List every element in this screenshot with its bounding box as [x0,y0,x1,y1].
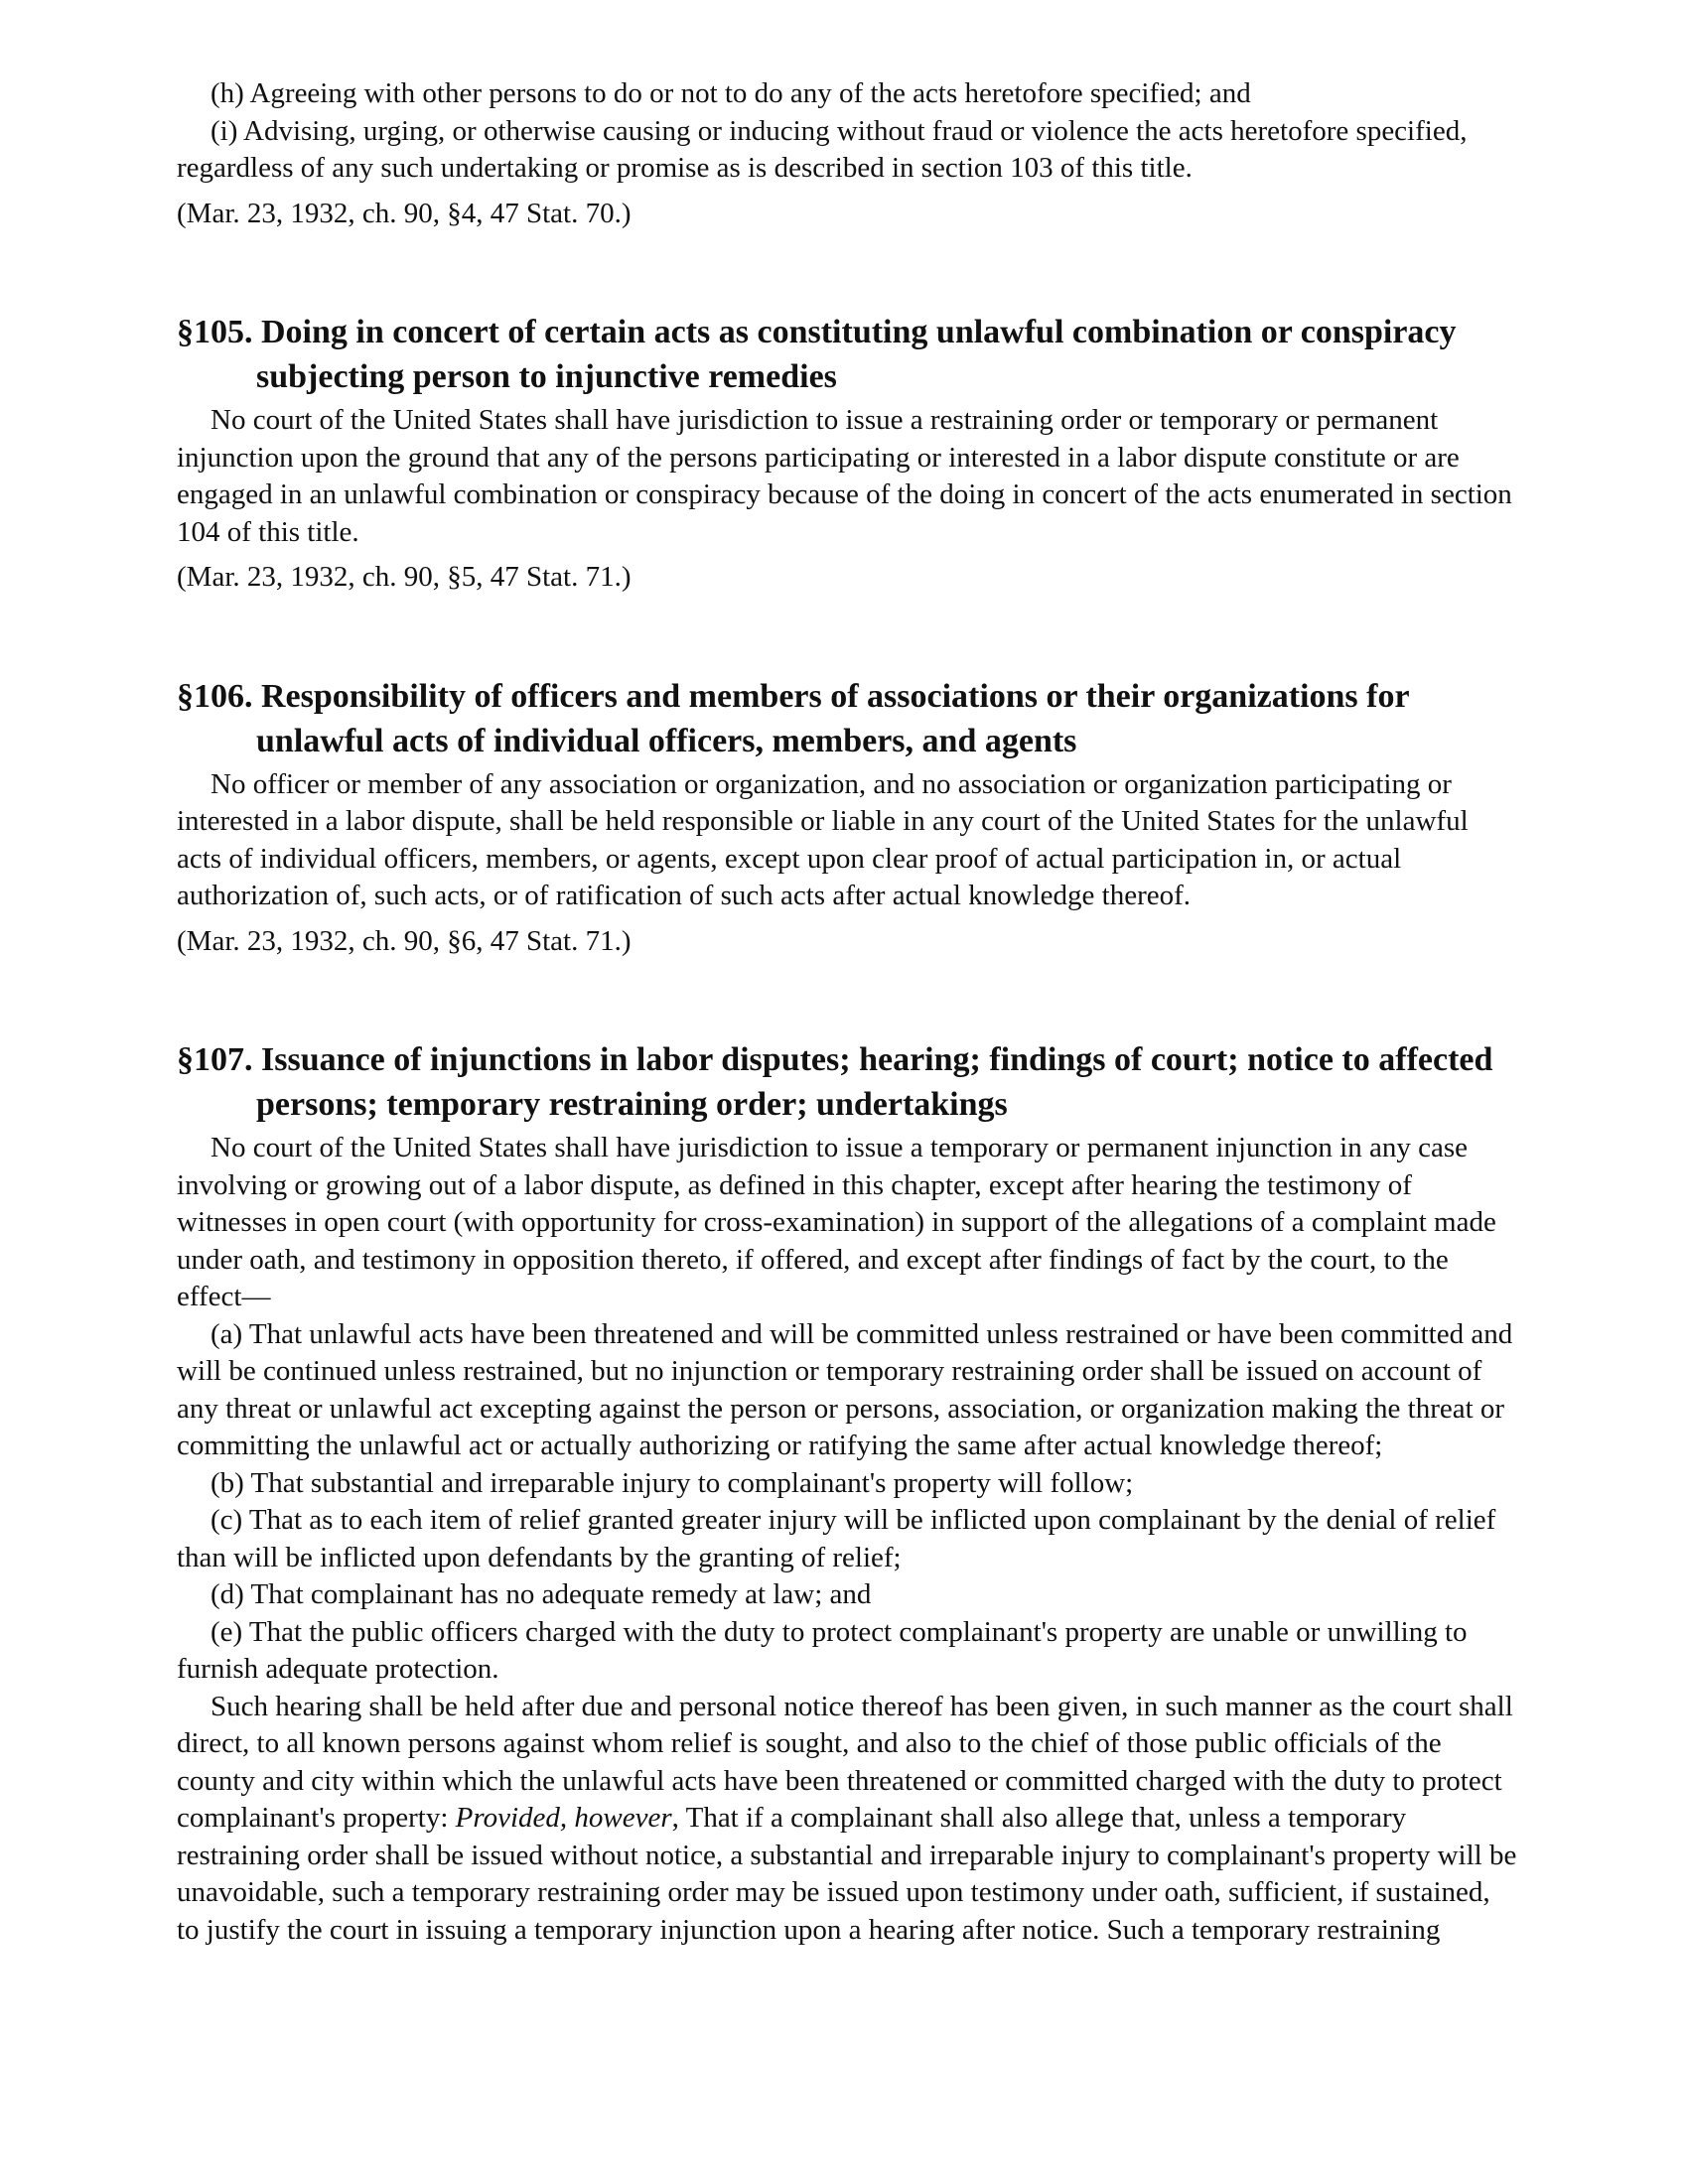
paragraph-i: (i) Advising, urging, or otherwise causing or inducing without fraud or violence the acts heretofore specified, regardless of any such undertaking or promise as is described in section 103 of this title. [177,114,1468,184]
section-105-body: No court of the United States shall have jurisdiction to issue a restraining order or temporary or permanent injunction upon the ground that any of the persons participating or interested in a labor dispute constitute or are engaged in an unlawful combination or conspiracy because of the doing in concert of the acts enumerated in section 104 of this title. [177,404,1512,548]
section-105-number: §105. [177,314,253,350]
paragraph-h: (h) Agreeing with other persons to do or not to do any of the acts heretofore specified; and [211,77,1251,109]
section-107-clause-b: (b) That substantial and irreparable injury to complainant's property will follow; [211,1466,1134,1499]
section-105-title: Doing in concert of certain acts as constituting unlawful combination or conspiracy subjecting person to injunctive remedies [256,314,1457,395]
section-107 [177,1037,1517,1949]
section-106-title: Responsibility of officers and members of associations or their organizations for unlawful acts of individual officers, members, and agents [256,677,1409,759]
source-credit-106: (Mar. 23, 1932, ch. 90, §6, 47 Stat. 71.) [177,924,632,957]
section-107-clause-c: (c) That as to each item of relief granted greater injury will be inflicted upon complainant by the denial of relief than will be inflicted upon defendants by the granting of relief; [177,1504,1496,1573]
source-credit-105: (Mar. 23, 1932, ch. 90, §5, 47 Stat. 71.) [177,561,632,593]
section-106-body: No officer or member of any association or organization, and no association or organization participating or interested in a labor dispute, shall be held responsible or liable in any court of the United States for the unlawful acts of individual officers, members, or agents, except upon clear proof of actual participation in, or actual authorization of, such acts, or of ratification of such acts after actual knowledge thereof. [177,767,1469,911]
section-105 [177,310,1517,597]
section-107-clause-a: (a) That unlawful acts have been threatened and will be committed unless restrained or have been committed and will be continued unless restrained, but no injunction or temporary restraining order shall be issued on account of any threat or unlawful act excepting against the person or persons, association, or organization making the threat or committing the unlawful act or actually authorizing or ratifying the same after actual knowledge thereof; [177,1317,1513,1461]
hearing-text-part2: , That if a complainant shall also allege that, unless a temporary restraining order shall be issued without notice, a substantial and irreparable injury to complainant's property will be unavoidable, such a temporary restraining order may be issued upon testimony under oath, sufficient, if sustained, to justify the court in issuing a temporary injunction upon a hearing after notice. Such a temporary restraining [177,1802,1517,1946]
document-page [177,75,1517,1949]
section-107-number: §107. [177,1041,253,1078]
section-107-heading [177,1037,1517,1127]
section-107-intro: No court of the United States shall have jurisdiction to issue a temporary or permanent injunction in any case involving or growing out of a labor dispute, as defined in this chapter, except after hearing the testimony of witnesses in open court (with opportunity for cross-examination) in support of the allegations of a complaint made under oath, and testimony in opposition thereto, if offered, and except after findings of fact by the court, to the effect— [177,1132,1496,1312]
source-credit-104: (Mar. 23, 1932, ch. 90, §4, 47 Stat. 70.) [177,197,632,229]
section-106-heading [177,674,1517,763]
section-105-heading [177,310,1517,399]
section-106-number: §106. [177,677,253,715]
hearing-text-part1: Such hearing shall be held after due and personal notice thereof has been given, in such manner as the court shall direct, to all known persons against whom relief is sought, and also to the chief of those public officials of the county and city within which the unlawful acts have been threatened or committed charged with the duty to protect complainant's property: [177,1690,1513,1834]
section-107-title: Issuance of injunctions in labor disputes; hearing; findings of court; notice to affected persons; temporary restraining order; undertakings [256,1041,1493,1123]
section-107-clause-d: (d) That complainant has no adequate remedy at law; and [211,1578,872,1610]
proviso-italic: Provided, however [455,1802,672,1834]
section-106 [177,674,1517,961]
section-107-hearing-paragraph [177,1689,1517,1950]
section-107-clause-e: (e) That the public officers charged with the duty to protect complainant's property are unable or unwilling to furnish adequate protection. [177,1615,1468,1685]
